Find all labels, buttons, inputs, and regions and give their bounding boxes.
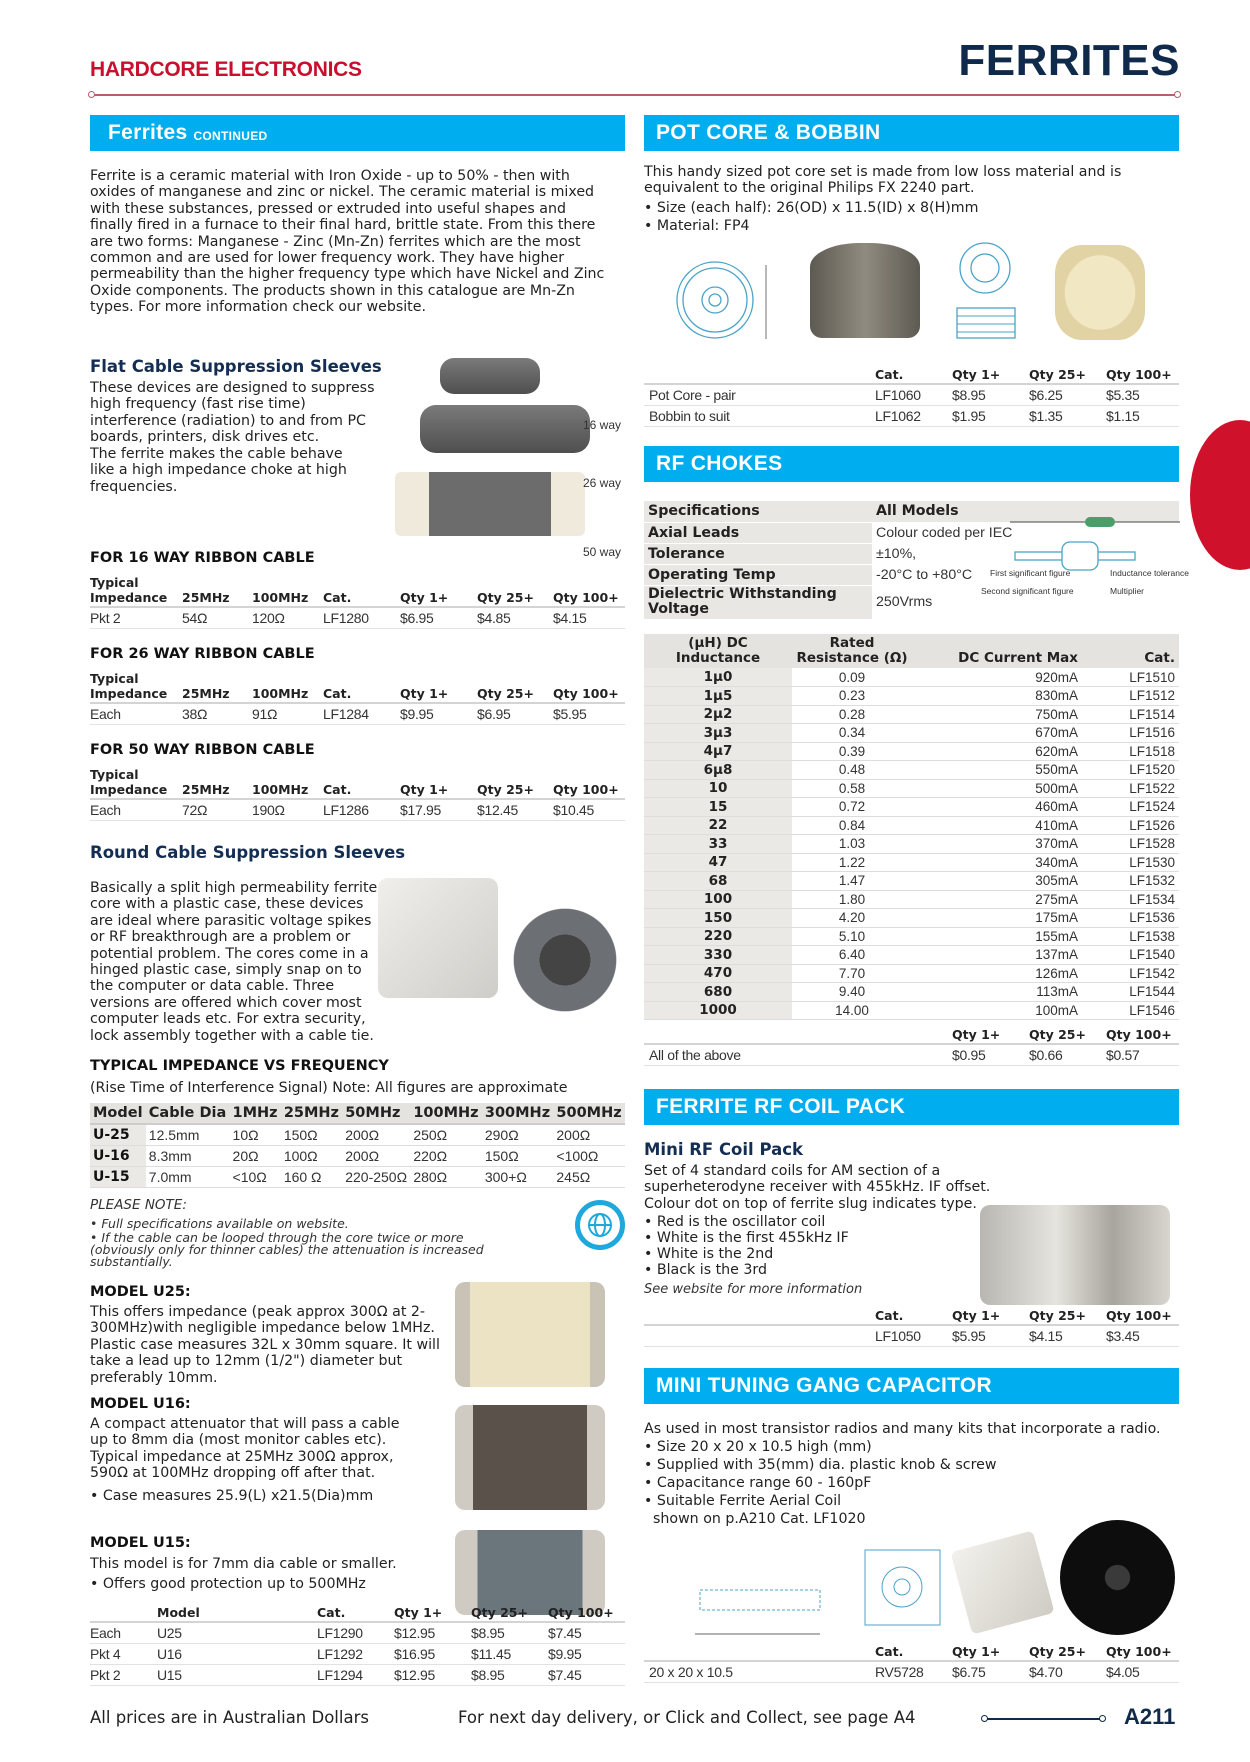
impedance-table-subtitle: (Rise Time of Interference Signal) Note: All figures are approximate <box>90 1080 568 1096</box>
tuning-gang-price-table: Cat. Qty 1+ Qty 25+ Qty 100+ 20 x 20 x 10.5 RV5728 $6.75 $4.70 $4.05 <box>644 1643 1179 1683</box>
flat-cable-group-26 <box>90 646 625 725</box>
table-row: 470 7.70 126mA LF1542 <box>644 964 1179 983</box>
section-banner-rf-coil-pack: FERRITE RF COIL PACK <box>644 1089 1179 1125</box>
table-row: 150 4.20 175mA LF1536 <box>644 909 1179 928</box>
diagram-label: Inductance tolerance <box>1110 568 1189 578</box>
table-row: Each U25 LF1290 $12.95 $8.95 $7.45 <box>90 1622 625 1644</box>
divider-dot <box>88 91 95 98</box>
header-divider <box>90 94 1178 96</box>
coil-pack-bullet: • White is the 2nd <box>644 1246 774 1262</box>
table-row: 330 6.40 137mA LF1540 <box>644 946 1179 965</box>
image-label: 26 way <box>583 476 622 490</box>
model-u16-image <box>455 1405 605 1510</box>
table-row: U-15 7.0mm <10Ω 160 Ω 220-250Ω 280Ω 300+Ω 245Ω <box>90 1166 625 1187</box>
flat-cable-group-16 <box>90 550 625 629</box>
table-row: 4µ7 0.39 620mA LF1518 <box>644 742 1179 761</box>
pot-core-bullet: • Size (each half): 26(OD) x 11.5(ID) x 8(H)mm <box>644 200 979 216</box>
table-row: Tolerance ±10%, <box>644 543 1179 564</box>
image-label: 16 way <box>583 418 622 432</box>
table-row: Each 72Ω 190Ω LF1286 $17.95 $12.45 $10.45 <box>90 799 625 821</box>
table-row: 220 5.10 155mA LF1538 <box>644 927 1179 946</box>
footer-currency-note: All prices are in Australian Dollars <box>90 1708 369 1727</box>
impedance-table-title: TYPICAL IMPEDANCE VS FREQUENCY <box>90 1058 389 1074</box>
col-header: Qty 1+ <box>400 574 477 607</box>
note-item: • Full specifications available on website. <box>90 1216 349 1231</box>
table-row: Each 38Ω 91Ω LF1284 $9.95 $6.95 $5.95 <box>90 703 625 725</box>
flat-cable-title: Flat Cable Suppression Sleeves <box>90 357 382 376</box>
section-banner-rf-chokes: RF CHOKES <box>644 446 1179 482</box>
table-row: Operating Temp -20°C to +80°C <box>644 564 1179 585</box>
table-row: 680 9.40 113mA LF1544 <box>644 983 1179 1002</box>
table-row: 15 0.72 460mA LF1524 <box>644 798 1179 817</box>
ferrite-sleeve-16way-image <box>440 358 540 394</box>
round-cable-title: Round Cable Suppression Sleeves <box>90 843 406 862</box>
website-globe-icon[interactable] <box>575 1200 625 1250</box>
rf-choke-price-table: Qty 1+ Qty 25+ Qty 100+ All of the above $0.95 $0.66 $0.57 <box>644 1026 1179 1066</box>
table-row: 1µ5 0.23 830mA LF1512 <box>644 687 1179 706</box>
image-label: 50 way <box>583 545 622 559</box>
divider-dot <box>1099 1715 1106 1722</box>
col-header: Qty 100+ <box>553 574 625 607</box>
diagram-label: Second significant figure <box>981 586 1074 596</box>
tuning-gang-bullet: • Size 20 x 20 x 10.5 high (mm) <box>644 1439 872 1455</box>
col-header: Cat. <box>323 574 400 607</box>
round-sleeve-open-image <box>378 878 498 998</box>
pot-core-desc: This handy sized pot core set is made from low loss material and is equivalent to the original Philips FX 2240 part. <box>644 164 1122 197</box>
tuning-gang-bullet: • Suitable Ferrite Aerial Coil <box>644 1493 842 1509</box>
model-u16-title: MODEL U16: <box>90 1396 191 1412</box>
table-row: All of the above $0.95 $0.66 $0.57 <box>644 1044 1179 1066</box>
model-u25-title: MODEL U25: <box>90 1284 191 1300</box>
page-number: A211 <box>1124 1704 1176 1729</box>
divider-dot <box>1174 91 1181 98</box>
table-row: U-25 12.5mm 10Ω 150Ω 200Ω 250Ω 290Ω 200Ω <box>90 1124 625 1145</box>
impedance-table: Model Cable Dia 1MHz 25MHz 50MHz 100MHz 300MHz 500MHz U-25 12.5mm 10Ω 150Ω 200Ω 250Ω 290Ω 200Ω U-16 8.3mm 20Ω 100Ω 200Ω 220Ω 150Ω <100Ω U-15 7.0mm <10Ω 160 Ω 220-250Ω 280Ω 300+Ω 245Ω <box>90 1103 625 1188</box>
pot-core-bullet: • Material: FP4 <box>644 218 750 234</box>
price-table: Typical Impedance 25MHz 100MHz Cat. Qty 1+ Qty 25+ Qty 100+ Each 72Ω 190Ω LF1286 $17.95 $12.45 $10.45 <box>90 766 625 821</box>
flat-cable-group-50 <box>90 742 625 821</box>
section-tab-marker <box>1190 420 1250 570</box>
bobbin-image <box>1055 245 1145 340</box>
col-header: Qty 25+ <box>477 574 553 607</box>
group-title: FOR 50 WAY RIBBON CABLE <box>90 742 315 758</box>
model-u25-desc: This offers impedance (peak approx 300Ω at 2-300MHz)with negligible impedance below 1MHz. Plastic case measures 32L x 30mm square. It will take a lead up to 12mm (1/2") diameter but preferably 10mm. <box>90 1304 440 1386</box>
group-title: FOR 16 WAY RIBBON CABLE <box>90 550 315 566</box>
table-row: Dielectric Withstanding Voltage 250Vrms <box>644 585 1179 619</box>
round-sleeve-core-image <box>505 900 625 1020</box>
diagram-label: Multiplier <box>1110 586 1145 596</box>
section-banner-tuning-gang: MINI TUNING GANG CAPACITOR <box>644 1368 1179 1404</box>
rf-choke-inductance-table: (µH) DC Inductance Rated Resistance (Ω) DC Current Max Cat. 1µ0 0.09 920mA LF1510 1µ5 0.23 830mA LF1512 2µ2 0.28 750mA LF1514 3µ3 0.34 670mA LF1516 4µ7 0.39 620mA LF1518 6µ8 0.48 550mA LF1520 10 0.58 500mA LF1522 15 0.72 460mA LF1524 22 0.84 410mA LF1526 33 1.03 370mA LF1528 47 1.22 340mA LF1530 68 1.47 305mA LF1532 100 1.80 275mA LF1534 150 4.20 175mA LF1536 220 5.10 155mA LF1538 330 6.40 137mA LF1540 470 7.70 126mA LF1542 680 9.40 113mA LF1544 1000 14.00 100mA LF1546 <box>644 634 1179 1020</box>
table-row: Pkt 2 54Ω 120Ω LF1280 $6.95 $4.85 $4.15 <box>90 607 625 629</box>
col-header: 100MHz <box>252 574 323 607</box>
tuning-gang-desc: As used in most transistor radios and many kits that incorporate a radio. <box>644 1421 1161 1437</box>
table-row: 68 1.47 305mA LF1532 <box>644 872 1179 891</box>
rf-coil-pack-image <box>980 1205 1170 1305</box>
globe-icon <box>586 1211 614 1239</box>
model-u15-title: MODEL U15: <box>90 1535 191 1551</box>
table-row: 6µ8 0.48 550mA LF1520 <box>644 761 1179 780</box>
table-row: 20 x 20 x 10.5 RV5728 $6.75 $4.70 $4.05 <box>644 1661 1179 1683</box>
tuning-gang-bullet: • Supplied with 35(mm) dia. plastic knob & screw <box>644 1457 997 1473</box>
coil-pack-bullet: • Red is the oscillator coil <box>644 1214 826 1230</box>
model-u16-desc: A compact attenuator that will pass a cable up to 8mm dia (most monitor cables etc). Typical impedance at 25MHz 300Ω approx, 590Ω at 100MHz dropping off after that. <box>90 1416 400 1482</box>
price-table: Typical Impedance 25MHz 100MHz Cat. Qty 1+ Qty 25+ Qty 100+ Each 38Ω 91Ω LF1284 $9.95 $6.95 $5.95 <box>90 670 625 725</box>
ferrite-sleeve-50way-image <box>395 472 585 536</box>
table-row: U-16 8.3mm 20Ω 100Ω 200Ω 220Ω 150Ω <100Ω <box>90 1145 625 1166</box>
rf-choke-spec-table: Specifications All Models Axial Leads Colour coded per IEC Tolerance ±10%, Operating Temp -20°C to +80°C Dielectric Withstanding Voltage 250Vrms <box>644 501 1179 620</box>
model-u15-image <box>455 1530 605 1615</box>
ferrite-sleeve-26way-image <box>420 405 590 453</box>
diagram-label: First significant figure <box>990 568 1071 578</box>
coil-pack-price-table: Cat. Qty 1+ Qty 25+ Qty 100+ LF1050 $5.95 $4.15 $3.45 <box>644 1307 1179 1347</box>
table-row: Pkt 2 U15 LF1294 $12.95 $8.95 $7.45 <box>90 1665 625 1686</box>
table-row: 22 0.84 410mA LF1526 <box>644 816 1179 835</box>
page-title: FERRITES <box>958 36 1180 85</box>
pot-core-diagram <box>670 245 780 345</box>
round-cable-desc: Basically a split high permeability ferrite core with a plastic case, these devices are ideal where parasitic voltage spikes or RF breakthrough are a problem or potential problem. The cores come in a hinged plastic case, simply snap on to the computer or data cable. Three versions are offered which cover most computer leads etc. For extra security, lock assembly together with a cable tie. <box>90 880 378 1044</box>
divider-dot <box>981 1715 988 1722</box>
brand-name: HARDCORE ELECTRONICS <box>90 58 362 81</box>
table-row: 1000 14.00 100mA LF1546 <box>644 1001 1179 1020</box>
note-title: PLEASE NOTE: <box>90 1197 187 1213</box>
table-row: Pkt 4 U16 LF1292 $16.95 $11.45 $9.95 <box>90 1644 625 1665</box>
table-row: Pot Core - pair LF1060 $8.95 $6.25 $5.35 <box>644 384 1179 406</box>
model-u16-bullet: • Case measures 25.9(L) x21.5(Dia)mm <box>90 1488 374 1504</box>
flat-cable-desc: These devices are designed to suppress high frequency (fast rise time) interference (radiation) to and from PC boards, printers, disk drives etc. <box>90 380 375 446</box>
model-u15-bullet: • Offers good protection up to 500MHz <box>90 1576 366 1592</box>
table-row: 33 1.03 370mA LF1528 <box>644 835 1179 854</box>
tuning-gang-bullet: shown on p.A210 Cat. LF1020 <box>644 1511 866 1527</box>
footer-divider <box>985 1718 1103 1720</box>
col-header: 25MHz <box>182 574 252 607</box>
tuning-knob-image <box>1060 1520 1175 1635</box>
bobbin-diagram <box>945 240 1030 345</box>
table-row: 10 0.58 500mA LF1522 <box>644 779 1179 798</box>
note-item: • If the cable can be looped through the core twice or more (obviously only for thinner cables) the attenuation is increased substantially. <box>90 1230 484 1269</box>
round-sleeve-price-table: Model Cat. Qty 1+ Qty 25+ Qty 100+ Each U25 LF1290 $12.95 $8.95 $7.45 Pkt 4 U16 LF1292 $16.95 $11.45 $9.95 Pkt 2 U15 LF1294 $12.95 $8.95 $7.45 <box>90 1604 625 1686</box>
pot-core-image <box>810 243 920 338</box>
table-row: LF1050 $5.95 $4.15 $3.45 <box>644 1325 1179 1347</box>
footer-delivery-note: For next day delivery, or Click and Collect, see page A4 <box>458 1708 916 1727</box>
coil-pack-subtitle: Mini RF Coil Pack <box>644 1140 803 1159</box>
table-row: Axial Leads Colour coded per IEC <box>644 522 1179 543</box>
section-banner-pot-core: POT CORE & BOBBIN <box>644 115 1179 151</box>
model-u25-image <box>455 1282 605 1387</box>
section-banner-ferrites <box>90 115 625 151</box>
col-header: Typical Impedance <box>90 574 182 607</box>
tuning-gang-diagram <box>690 1530 950 1645</box>
coil-pack-bullet: • Black is the 3rd <box>644 1262 768 1278</box>
coil-pack-note: See website for more information <box>644 1282 863 1297</box>
table-row: 2µ2 0.28 750mA LF1514 <box>644 705 1179 724</box>
coil-pack-desc: Set of 4 standard coils for AM section of a superheterodyne receiver with 455kHz. IF offset. Colour dot on top of ferrite slug indicates type. <box>644 1163 991 1212</box>
table-row: 3µ3 0.34 670mA LF1516 <box>644 724 1179 743</box>
table-row: Bobbin to suit LF1062 $1.95 $1.35 $1.15 <box>644 406 1179 427</box>
tuning-gang-image <box>950 1530 1054 1634</box>
banner-suffix: CONTINUED <box>193 128 268 143</box>
coil-pack-bullet: • White is the first 455kHz IF <box>644 1230 849 1246</box>
model-u15-desc: This model is for 7mm dia cable or smaller. <box>90 1556 397 1572</box>
group-title: FOR 26 WAY RIBBON CABLE <box>90 646 315 662</box>
table-row: 1µ0 0.09 920mA LF1510 <box>644 668 1179 687</box>
banner-title: Ferrites <box>108 121 188 144</box>
tuning-gang-bullet: • Capacitance range 60 - 160pF <box>644 1475 872 1491</box>
pot-core-price-table: Cat. Qty 1+ Qty 25+ Qty 100+ Pot Core - pair LF1060 $8.95 $6.25 $5.35 Bobbin to suit LF1062 $1.95 $1.35 $1.15 <box>644 366 1179 427</box>
intro-paragraph: Ferrite is a ceramic material with Iron Oxide - up to 50% - then with oxides of manganese and zinc or nickel. The ceramic material is mixed with these substances, pressed or extruded into useful shapes and finally fired in a furnace to their final hard, brittle state. From this there are two forms: Manganese - Zinc (Mn-Zn) ferrites which are the most common and are used for lower frequency work. They have higher permeability than the higher frequency type which have Nickel and Zinc Oxide components. The products shown in this catalogue are Mn-Zn types. For more information check our website. <box>90 168 605 316</box>
table-row: 47 1.22 340mA LF1530 <box>644 853 1179 872</box>
flat-cable-desc-2: The ferrite makes the cable behave like a high impedance choke at high frequencies. <box>90 446 347 495</box>
price-table <box>90 574 625 629</box>
table-row: 100 1.80 275mA LF1534 <box>644 890 1179 909</box>
